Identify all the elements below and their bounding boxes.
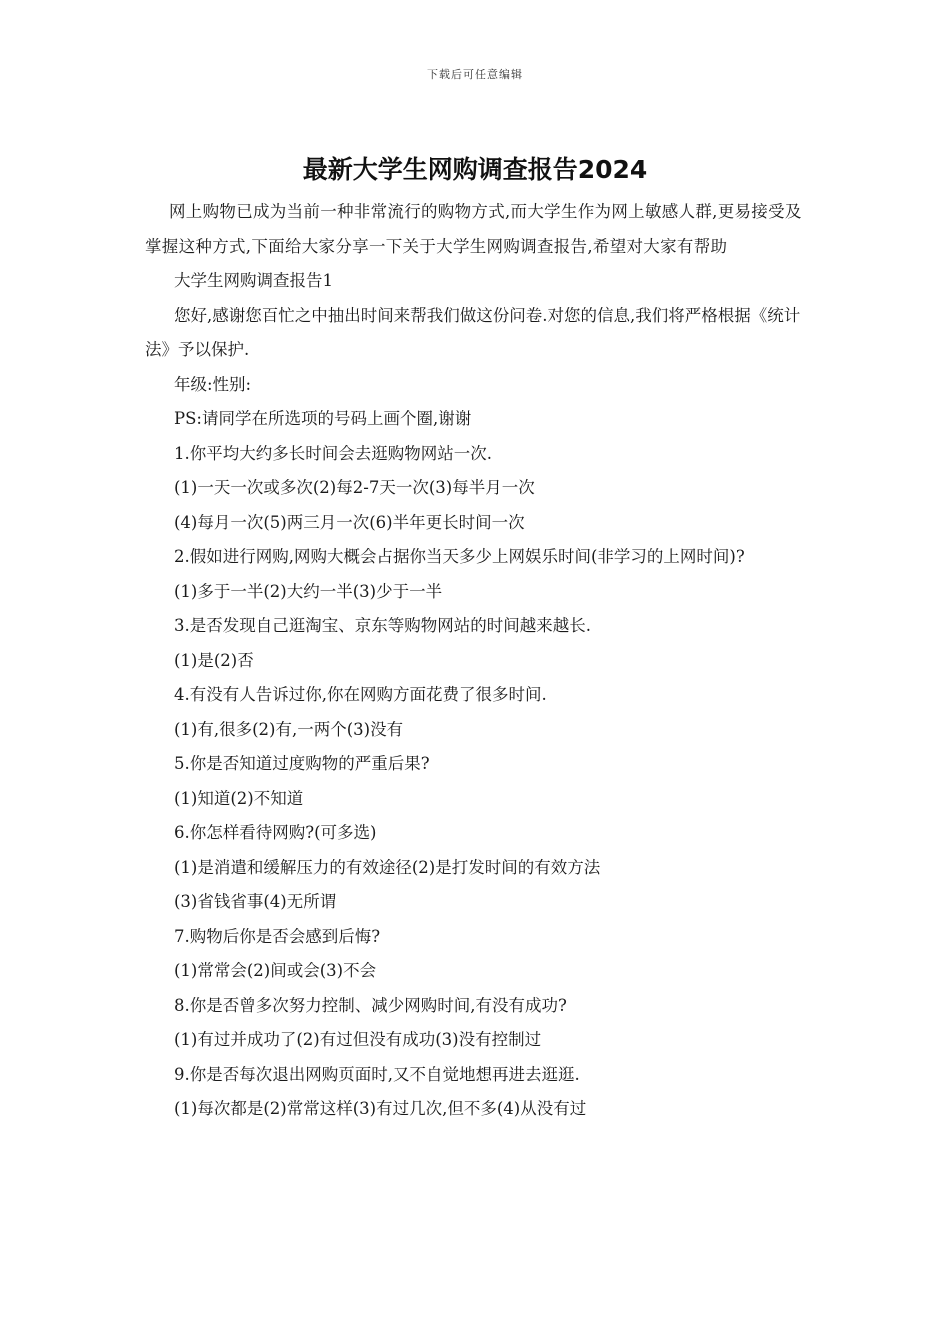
document-title: 最新大学生网购调查报告2024 [302, 155, 648, 184]
question-2-options: (1)多于一半(2)大约一半(3)少于一半 [174, 581, 443, 601]
section-heading: 大学生网购调查报告1 [174, 271, 333, 290]
survey-instruction: PS:请同学在所选项的号码上画个圈,谢谢 [174, 409, 472, 428]
question-3: 3.是否发现自己逛淘宝、京东等购物网站的时间越来越长. [174, 616, 591, 635]
question-1: 1.你平均大约多长时间会去逛购物网站一次. [174, 443, 492, 463]
survey-fields: 年级:性别: [174, 374, 252, 394]
survey-greeting: 您好,感谢您百忙之中抽出时间来帮我们做这份问卷.对您的信息,我们将严格根据《统计法》予以保护. [145, 305, 801, 359]
question-7: 7.购物后你是否会感到后悔? [174, 926, 381, 946]
question-8: 8.你是否曾多次努力控制、减少网购时间,有没有成功? [174, 995, 567, 1015]
question-6-options: (1)是消遣和缓解压力的有效途径(2)是打发时间的有效方法 [174, 857, 601, 877]
page-header-note: 下载后可任意编辑 [427, 68, 523, 81]
intro-paragraph: 网上购物已成为当前一种非常流行的购物方式,而大学生作为网上敏感人群,更易接受及掌握这种方式,下面给大家分享一下关于大学生网购调查报告,希望对大家有帮助 [145, 202, 802, 256]
question-4-options: (1)有,很多(2)有,一两个(3)没有 [174, 719, 404, 739]
question-3-options: (1)是(2)否 [174, 650, 254, 670]
question-7-options: (1)常常会(2)间或会(3)不会 [174, 961, 377, 980]
question-9-options: (1)每次都是(2)常常这样(3)有过几次,但不多(4)从没有过 [174, 1099, 587, 1118]
question-8-options: (1)有过并成功了(2)有过但没有成功(3)没有控制过 [174, 1030, 542, 1049]
document-body [145, 195, 810, 1127]
question-6-options: (3)省钱省事(4)无所谓 [174, 892, 337, 911]
question-9: 9.你是否每次退出网购页面时,又不自觉地想再进去逛逛. [174, 1064, 580, 1084]
question-1-options: (4)每月一次(5)两三月一次(6)半年更长时间一次 [174, 512, 525, 532]
question-5: 5.你是否知道过度购物的严重后果? [174, 754, 430, 773]
question-4: 4.有没有人告诉过你,你在网购方面花费了很多时间. [174, 685, 547, 704]
question-5-options: (1)知道(2)不知道 [174, 788, 304, 808]
question-2: 2.假如进行网购,网购大概会占据你当天多少上网娱乐时间(非学习的上网时间)? [174, 547, 745, 566]
question-1-options: (1)一天一次或多次(2)每2-7天一次(3)每半月一次 [174, 478, 535, 497]
question-6: 6.你怎样看待网购?(可多选) [174, 823, 377, 842]
